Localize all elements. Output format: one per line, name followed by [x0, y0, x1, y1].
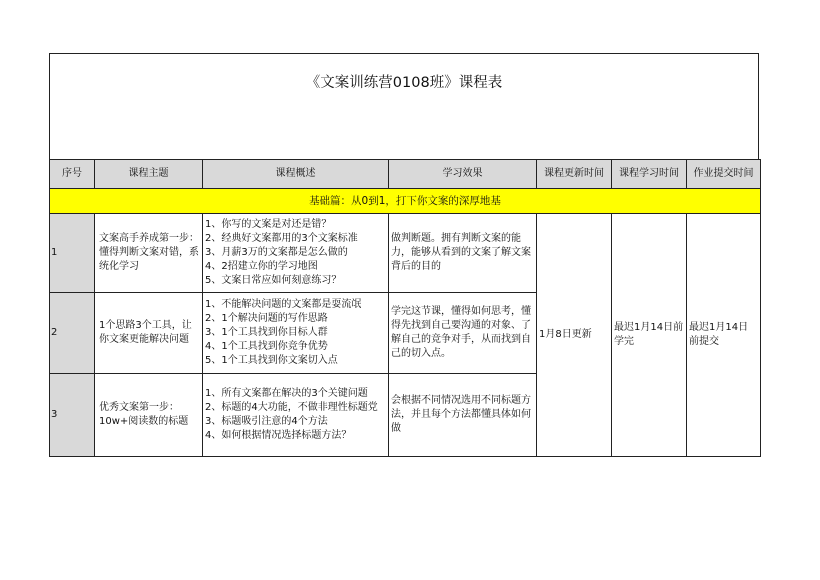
header-topic: 课程主题 [95, 160, 203, 189]
overview-line: 2、经典好文案都用的3个文案标准 [205, 233, 358, 244]
row-effect: 会根据不同情况选用不同标题方法，并且每个方法都懂具体如何做 [389, 374, 537, 457]
update-time: 1月8日更新 [537, 214, 612, 457]
row-overview [203, 374, 389, 457]
row-number: 2 [50, 293, 95, 374]
header-num: 序号 [50, 160, 95, 189]
row-topic: 文案高手养成第一步：懂得判断文案对错，系统化学习 [95, 214, 203, 293]
row-effect: 做判断题。拥有判断文案的能力，能够从看到的文案了解文案背后的目的 [389, 214, 537, 293]
header-overview: 课程概述 [203, 160, 389, 189]
row-overview [203, 293, 389, 374]
overview-line: 3、1个工具找到你目标人群 [205, 327, 328, 338]
section-title: 基础篇：从0到1，打下你文案的深厚地基 [50, 189, 761, 214]
overview-line: 3、标题吸引注意的4个方法 [205, 416, 328, 427]
course-schedule-sheet [49, 53, 760, 462]
overview-line: 2、1个解决问题的写作思路 [205, 313, 328, 324]
overview-line: 4、1个工具找到你竞争优势 [205, 341, 328, 352]
row-number: 1 [50, 214, 95, 293]
row-effect: 学完这节课，懂得如何思考，懂得先找到自己要沟通的对象、了解自己的竞争对手，从而找到自己的切入点。 [389, 293, 537, 374]
header-study-time: 课程学习时间 [612, 160, 687, 189]
overview-line: 2、标题的4大功能，不做非理性标题党 [205, 402, 378, 413]
overview-line: 3、月薪3万的文案都是怎么做的 [205, 247, 348, 258]
overview-line: 1、你写的文案是对还是错？ [205, 219, 332, 230]
overview-line: 1、所有文案都在解决的3个关键问题 [205, 388, 368, 399]
schedule-table [49, 159, 761, 457]
submit-time: 最迟1月14日前提交 [687, 214, 761, 457]
study-time: 最迟1月14日前学完 [612, 214, 687, 457]
row-number: 3 [50, 374, 95, 457]
overview-line: 4、2招建立你的学习地图 [205, 261, 318, 272]
row-topic: 1个思路3个工具，让你文案更能解决问题 [95, 293, 203, 374]
overview-line: 5、1个工具找到你文案切入点 [205, 355, 338, 366]
header-submit-time: 作业提交时间 [687, 160, 761, 189]
row-topic: 优秀文案第一步：10w+阅读数的标题 [95, 374, 203, 457]
overview-line: 1、不能解决问题的文案都是耍流氓 [205, 299, 362, 310]
section-row [50, 189, 761, 214]
row-overview [203, 214, 389, 293]
title-area [49, 53, 759, 159]
header-row [50, 160, 761, 189]
page-title: 《文案训练营0108班》课程表 [305, 75, 503, 91]
header-effect: 学习效果 [389, 160, 537, 189]
table-row [50, 214, 761, 293]
header-update-time: 课程更新时间 [537, 160, 612, 189]
overview-line: 4、如何根据情况选择标题方法？ [205, 430, 352, 441]
overview-line: 5、文案日常应如何刻意练习？ [205, 275, 342, 286]
